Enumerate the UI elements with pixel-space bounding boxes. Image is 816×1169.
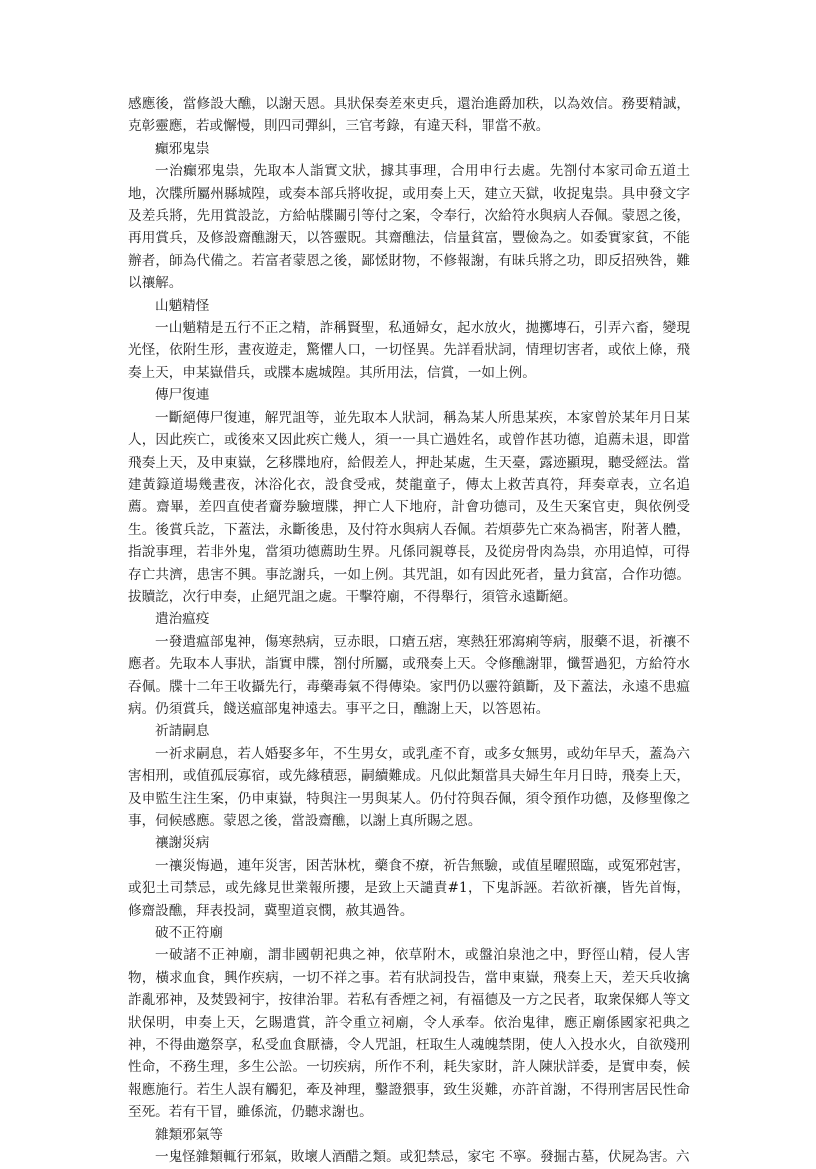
section-5-heading: 祈請嗣息 [155, 723, 210, 740]
section-4-paragraph: 一發遣瘟部鬼神，傷寒熱病，豆赤眼，口瘡五痞，寒熱狂邪瀉痢等病，服藥不退，祈禳不應者。先取本人事狀，詣實申牒，劄付所屬，或飛奏上天。令修醮謝罪，懺誓過犯，方給符水吞佩。牒十二年王收攝先行，毒藥毒氣不得傳染。家門仍以靈符鎮斷，及下蓋法，永遠不患瘟病。仍須賞兵，餞送瘟部鬼神遠去。事平之日，醮謝上天，以答恩祐。 [128, 633, 690, 717]
section-3-paragraph: 一斷絕傳尸復連，解咒詛等，並先取本人狀詞，稱為某人所患某疾，本家曾於某年月日某人，因此疾亡，或後來又因此疾亡幾人，須一一具亡過姓名，或曾作甚功德，追薦未退，即當飛奏上天，及申東嶽，乞移牒地府，給假差人，押赴某處，生天臺，露迹顯現，聽受經法。當建黃籙道場幾晝夜，沐浴化衣，設食受戒，焚龍童子，傳太上救苦真符，拜奏章表，立名追薦。齋畢，差四直使者齎券驗壇牒，押亡人下地府，計會功德司，及生天案官吏，與依例受生。後賞兵訖，下蓋法，永斷後患，及付符水與病人吞佩。若煩夢先亡來為禍害，附著人體，指說事理，若非外鬼，當須功德薦助生界。凡係同親尊長，及從房骨肉為祟，亦用追悼，可得存亡共濟，患害不興。事訖謝兵，一如上例。其咒詛，如有因此死者，量力貧富，合作功德。拔贖訖，次行申奏，止絕咒詛之處。干擊符廟，不得舉行，須管永遠斷絕。 [128, 409, 690, 605]
section-7-heading: 破不正符廟 [155, 925, 223, 942]
section-8-paragraph: 一鬼怪雜類輒行邪氣，敗壞人酒醋之類。或犯禁忌，家宅 不寧。發掘古墓，伏屍為害。六 [155, 1149, 690, 1166]
section-4-heading: 遣治瘟疫 [155, 611, 210, 628]
section-1-paragraph: 一治癲邪鬼祟，先取本人詣實文狀，據其事理，合用申行去處。先劄付本家司命五道土地，次牒所屬州縣城隍，或奏本部兵將收捉，或用奏上天，建立天獄，收捉鬼祟。具申發文字及差兵將，先用賞設訖，方給帖牒關引等付之案，令奉行，次給符水與病人吞佩。蒙恩之後，再用賞兵，及修設齋醮謝天，以答靈貺。其齋醮法，信量貧富，豐儉為之。如委實家貧，不能辦者，師為代備之。若富者蒙恩之後，鄙恡財物，不修報謝，有昧兵將之功，即反招殃咎，難以禳解。 [128, 163, 690, 292]
section-2-heading: 山魈精怪 [155, 297, 210, 314]
section-3-heading: 傳尸復連 [155, 387, 210, 404]
section-7-paragraph: 一破諸不正神廟，謂非國朝祀典之神，依草附木，或盤泊泉池之中，野徑山精，侵人害物，橫求血食，興作疾病，一切不祥之事。若有狀詞投告，當申東嶽，飛奏上天，差天兵收擒詐亂邪神，及焚毀祠宇，按律治罪。若私有香煙之祠，有福德及一方之民者，取衆保鄉人等文狀保明，申奏上天，乞賜遣賞，許令重立祠廟，令人承奉。依治鬼律，應正廟係國家祀典之神，不得曲邀祭享，私受血食厭禱，令人咒詛，枉取生人魂魄禁閉，使人入投水火，自欲殘刑性命，不務生理，多生公訟。一切疾病，所作不利，耗失家財，許人陳狀詳委，是實申奏，候報應施行。若生人誤有觸犯，牽及神理，鑿證猥事，致生災難，亦許首謝，不得刑害居民性命至死。若有干冒，雖係流，仍聽求謝也。 [128, 947, 690, 1121]
section-5-paragraph: 一祈求嗣息，若人婚娶多年，不生男女，或乳產不育，或多女無男，或幼年早夭，蓋為六害相刑，或值孤辰寡宿，或先緣積惡，嗣續難成。凡似此類當具夫婦生年月日時，飛奏上天，及申監生注生案，仍申東嶽，特與注一男與某人。仍付符與吞佩，須令預作功德，及修聖像之事，伺候感應。蒙恩之後，當設齋醮，以謝上真所賜之恩。 [128, 745, 690, 829]
section-6-heading: 禳謝災病 [155, 835, 210, 852]
document-page [128, 93, 690, 1169]
section-0-paragraph: 感應後，當修設大醮，以謝天恩。具狀保奏差來吏兵，還治進爵加秩，以為效信。務要精誠，克彰靈應，若或懈慢，則四司彈糾，三官考錄，有違天科，罪當不赦。 [128, 96, 690, 135]
section-1-heading: 癲邪鬼祟 [155, 140, 210, 157]
section-8-heading: 雜類邪氣等 [155, 1126, 223, 1143]
section-2-paragraph: 一山魈精是五行不正之精，詐稱賢聖，私通婦女，起水放火，拋擲塼石，引弄六畜，變現光怪，依附生形，晝夜遊走，驚懼人口，一切怪異。先詳看狀詞，情理切害者，或依上條，飛奏上天，申某嶽借兵，或牒本處城隍。其所用法，信賞，一如上例。 [128, 320, 690, 381]
section-6-paragraph: 一禳災悔過，連年災害，困苦牀枕，藥食不療，祈告無驗，或值星曜照臨，或冤邪尅害，或犯土司禁忌，或先緣見世業報所攖，是致上天譴責#1，下鬼訴誣。若欲祈禳，皆先首悔，修齋設醮，拜表投詞，冀聖道哀憫，赦其過咎。 [128, 857, 690, 919]
